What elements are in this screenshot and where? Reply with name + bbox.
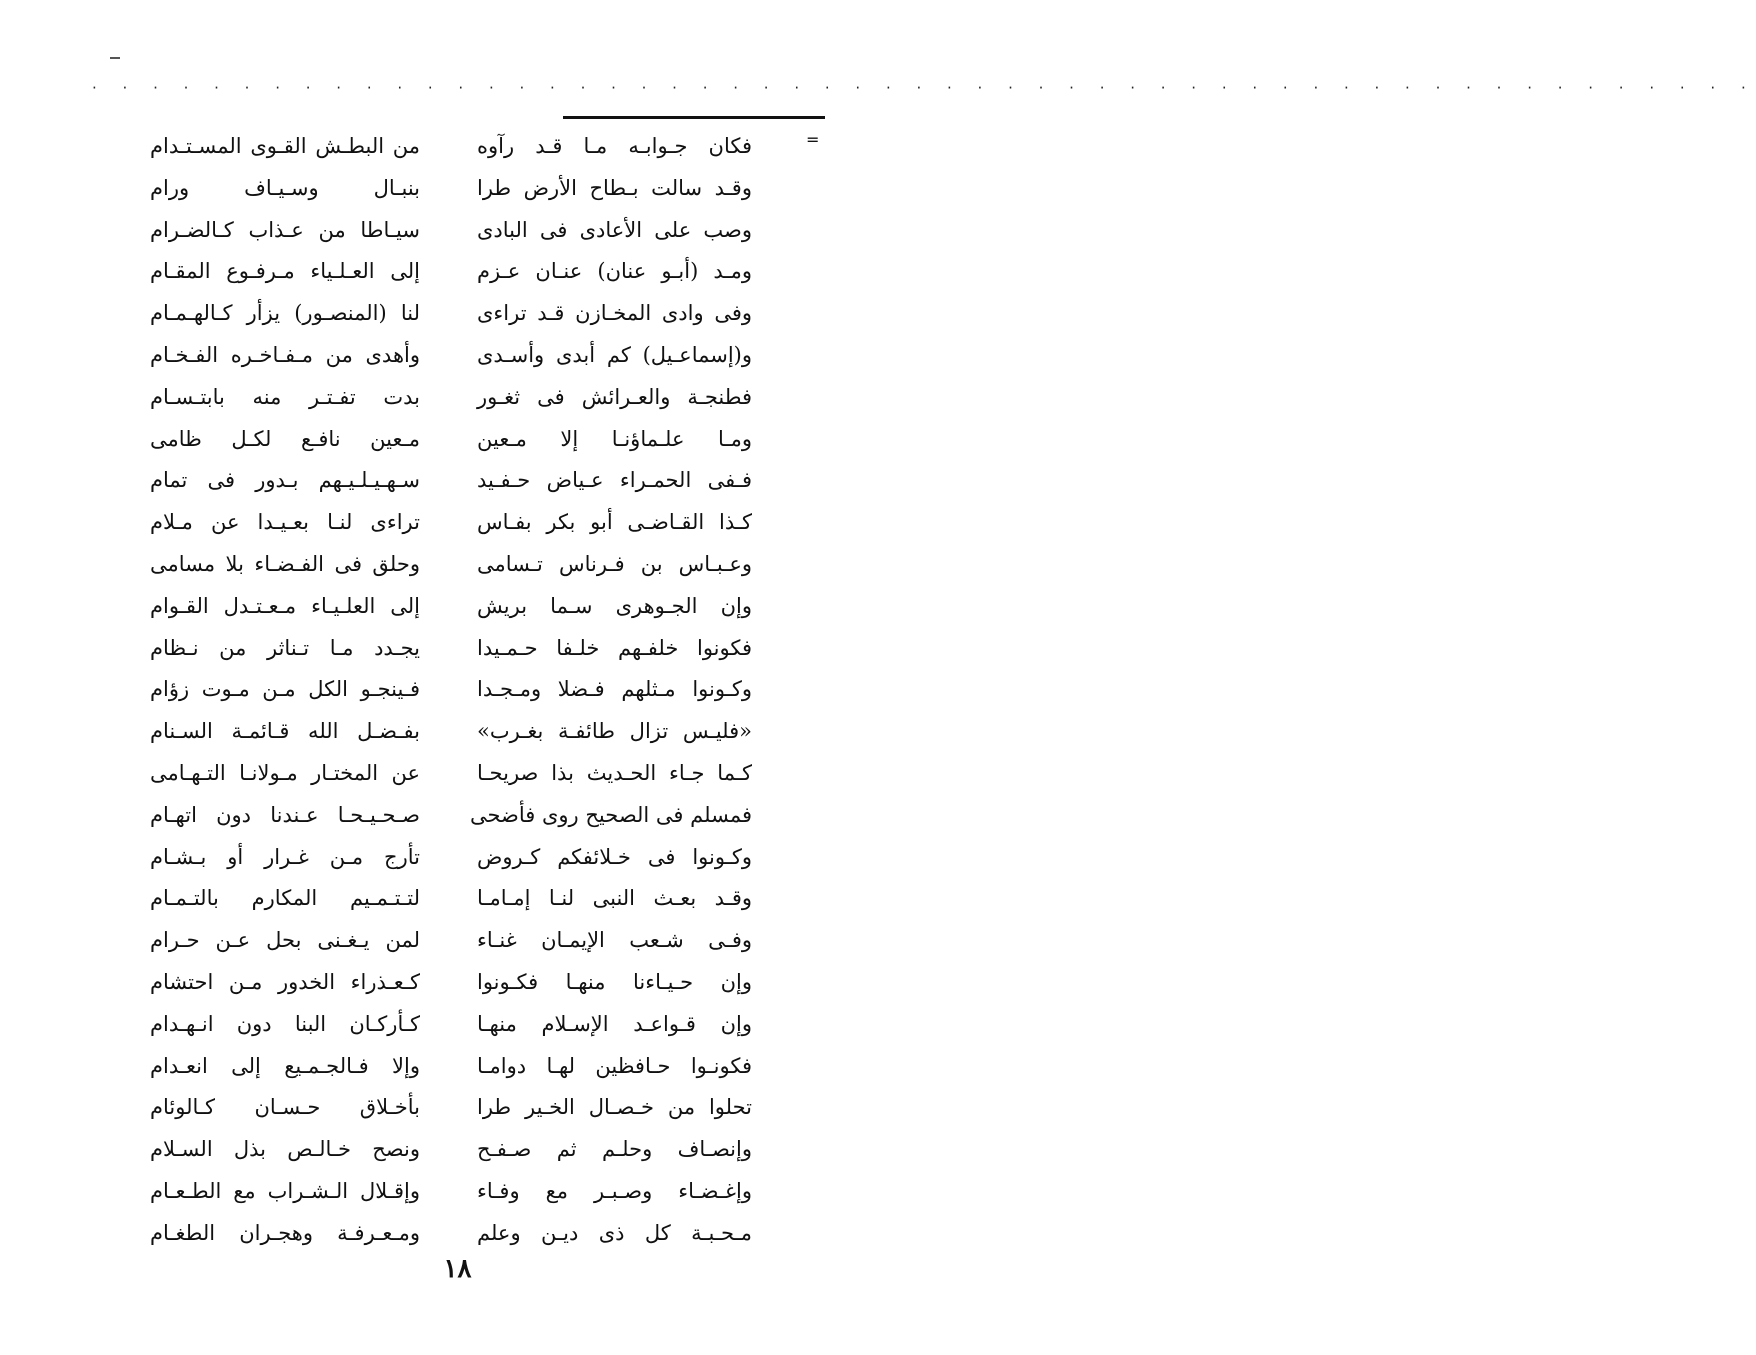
verse-line: سيـاطا من عـذاب كـالضـرام — [150, 217, 420, 242]
verse-line: صـحـيـحـا عـندنا دون اتهـام — [150, 802, 420, 827]
verse-line: وإغـضـاء وصـبـر مع وفـاء — [477, 1178, 752, 1203]
dotted-separator: · · · · · · · · · · · · · · · · · · · · · · · · · · · · · · · · · · · · · · · · · · · · · · · · · · · · · · · — [92, 79, 1756, 97]
verse-line: فكونـوا حـافظين لهـا دوامـا — [477, 1053, 752, 1078]
verse-line: لنا (المنصـور) يزأر كـالهـمـام — [150, 301, 420, 326]
verse-line: سـهـيـلـيـهم بـدور فى تمام — [150, 468, 420, 493]
verse-line: فـينجـو الكل مـن مـوت زؤام — [150, 677, 420, 702]
verse-line: من البطـش القـوى المسـتـدام — [150, 134, 420, 158]
verse-line: كـذا القـاضـى أبو بكر بفـاس — [477, 510, 752, 535]
margin-continuation-mark: = — [806, 130, 820, 149]
verse-line: فمسلم فى الصحيح روى فأضحى — [469, 802, 752, 827]
verse-line: وفى وادى المخـازن قـد تراءى — [477, 301, 752, 326]
verse-line: وإلا فـالجـمـيع إلى انعـدام — [150, 1053, 420, 1078]
verse-line: «فليـس تزال طائفـة بغـرب» — [477, 719, 752, 744]
verse-line: تأرج مـن غـرار أو بـشـام — [150, 844, 420, 869]
verse-line: فكان جـوابـه مـا قـد رآوه — [477, 134, 752, 158]
verse-line: كـعـذراء الخدور مـن احتشام — [150, 969, 420, 994]
verse-line: ومـد (أبـو عنان) عنـان عـزم — [477, 259, 752, 284]
verse-line: لتـتـمـيم المكارم بالتـمـام — [150, 886, 420, 911]
verse-line: عن المختـار مـولانـا التـهـامى — [150, 760, 420, 785]
verse-line: وقـد سالت بـطاح الأرض طرا — [477, 175, 752, 200]
verse-line: وإن حـيـاءنا منهـا فكـونوا — [477, 969, 752, 994]
verse-line: وإن قـواعـد الإسـلام منهـا — [477, 1011, 752, 1036]
verse-line: فطنجـة والعـرائش فى ثغـور — [477, 384, 752, 409]
verse-line: وقـد بعـث النبى لنـا إمـامـا — [477, 886, 752, 911]
verse-line: وأهدى من مـفـاخـره الفـخـام — [150, 342, 420, 367]
verse-line: تراءى لنـا بعـيـدا عن مـلام — [150, 510, 420, 535]
verse-line: وكـونوا مـثلهم فـضلا ومـجـدا — [477, 677, 752, 702]
verse-line: إلى العـلـياء مـرفـوع المقـام — [150, 259, 420, 284]
verse-line: وفـى شـعب الإيمـان غنـاء — [477, 928, 752, 953]
page-number: ١٨ — [443, 1254, 472, 1284]
verse-line: وحلق فى الفـضـاء بلا مسامى — [150, 551, 420, 576]
verse-line: بدت تفـتـر منه بابتـسـام — [150, 384, 420, 409]
verse-line: بنبـال وسـيـاف ورام — [150, 175, 420, 200]
verse-line: مـحـبـة كل ذى ديـن وعلم — [477, 1220, 752, 1245]
verse-line: وإنصـاف وحلـم ثم صـفـح — [477, 1137, 752, 1162]
verse-line: وإقـلال الـشـراب مع الطـعـام — [150, 1178, 420, 1203]
left-hemistich-column — [150, 126, 420, 1255]
verse-line: وصب على الأعادى فى البادى — [477, 217, 752, 242]
verse-line: ونصح خـالـص بذل السـلام — [150, 1137, 420, 1162]
verse-line: فكونوا خلفـهم خلـفا حـمـيدا — [477, 635, 752, 660]
verse-line: مـعين نافـع لكـل ظامى — [150, 426, 420, 451]
verse-line: يجـدد مـا تـناثر من نـظام — [150, 635, 420, 660]
verse-line: و(إسماعـيل) كم أبدى وأسـدى — [477, 342, 752, 367]
verse-line: ومـا علـماؤنـا إلا مـعين — [477, 426, 752, 451]
verse-line: بأخـلاق حـسـان كـالوئام — [150, 1095, 420, 1120]
verse-line: إلى العلـيـاء مـعـتـدل القـوام — [150, 593, 420, 618]
verse-line: تحلوا من خـصـال الخـير طرا — [477, 1095, 752, 1120]
right-hemistich-column — [469, 126, 752, 1255]
verse-line: فـفى الحمـراء عـياض حـفـيد — [477, 468, 752, 493]
verse-line: وكـونوا فى خـلائفكم كـروض — [477, 844, 752, 869]
verse-line: وإن الجـوهرى سـما بريش — [477, 593, 752, 618]
verse-line: كـأركـان البنا دون انـهـدام — [150, 1011, 420, 1036]
top-rule — [563, 116, 825, 119]
verse-line: كـما جـاء الحـديث بذا صريحـا — [477, 760, 752, 785]
top-margin-mark — [110, 57, 120, 59]
verse-line: ومـعـرفـة وهجـران الطغـام — [150, 1220, 420, 1245]
verse-line: وعـبـاس بن فـرناس تـسامى — [477, 551, 752, 576]
verse-line: بفـضـل الله قـائمـة السـنام — [150, 719, 420, 744]
verse-line: لمن يـغـنى بحل عـن حـرام — [150, 928, 420, 953]
